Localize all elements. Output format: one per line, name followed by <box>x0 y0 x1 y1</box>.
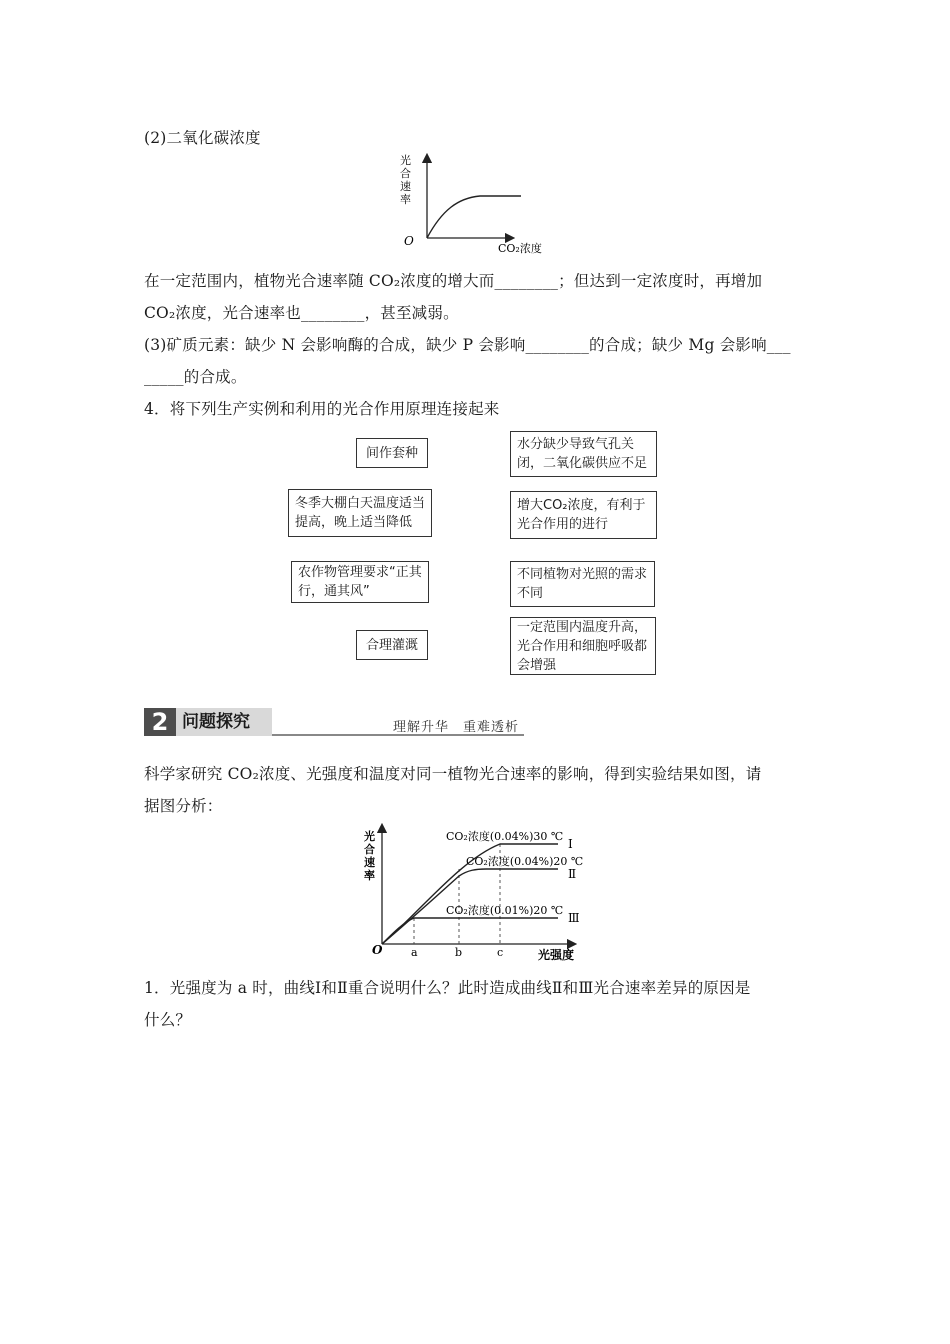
question-1-line1: 1．光强度为 a 时，曲线Ⅰ和Ⅱ重合说明什么？此时造成曲线Ⅱ和Ⅲ光合速率差异的原因是 <box>144 979 751 997</box>
left-box-irrigation: 合理灌溉 <box>356 630 428 660</box>
chart2-ylabel-3: 速 <box>364 856 375 869</box>
section-subtitle: 理解升华 重难透析 <box>393 720 520 735</box>
left-box-crop-spacing: 农作物管理要求“正其行，通其风” <box>291 561 429 603</box>
mineral-line1: (3)矿质元素：缺少 N 会影响酶的合成，缺少 P 会影响________的合成；缺少 Mg 会影响___ <box>144 336 791 354</box>
curve-i-numeral: Ⅰ <box>568 837 573 851</box>
right-box-light-needs: 不同植物对光照的需求不同 <box>510 561 655 607</box>
question-1-line2: 什么？ <box>144 1011 192 1029</box>
intro-line1: 科学家研究 CO₂浓度、光强度和温度对同一植物光合速率的影响，得到实验结果如图，请 <box>144 765 762 783</box>
chart1-ylabel-2: 合 <box>400 167 411 180</box>
right-box-temperature-respiration: 一定范围内温度升高，光合作用和细胞呼吸都会增强 <box>510 617 656 675</box>
intro-line2: 据图分析： <box>144 797 223 815</box>
chart1-xlabel: CO₂浓度 <box>498 242 542 255</box>
chart2-ylabel-2: 合 <box>364 843 375 856</box>
right-box-co2-increase: 增大CO₂浓度，有利于光合作用的进行 <box>510 491 657 539</box>
light-rate-chart <box>360 822 600 967</box>
tick-c: c <box>497 946 504 959</box>
question-4: 4．将下列生产实例和利用的光合作用原理连接起来 <box>144 400 500 418</box>
tick-b: b <box>455 946 463 959</box>
chart1-curve <box>427 196 521 238</box>
chart2-origin: O <box>372 943 383 957</box>
chart2-xlabel: 光强度 <box>538 948 575 962</box>
chart1-ylabel-1: 光 <box>400 154 411 167</box>
left-box-greenhouse-temperature: 冬季大棚白天温度适当提高，晚上适当降低 <box>288 489 432 537</box>
curve-iii-label: CO₂浓度(0.01%)20 ℃ <box>446 904 564 917</box>
co2-rate-chart <box>390 150 560 260</box>
chart1-ylabel-3: 速 <box>400 180 411 193</box>
section-title: 问题探究 <box>176 708 272 736</box>
curve-ii-numeral: Ⅱ <box>568 867 577 881</box>
chart2-ylabel-1: 光 <box>364 830 375 843</box>
tick-a: a <box>411 946 418 959</box>
curve-i-label: CO₂浓度(0.04%)30 ℃ <box>446 830 564 843</box>
curve-ii-label: CO₂浓度(0.04%)20 ℃ <box>466 855 584 868</box>
chart1-origin: O <box>404 234 414 248</box>
chart2-ylabel-4: 率 <box>364 869 375 882</box>
section-number-badge: 2 <box>144 708 176 736</box>
curve-iii-numeral: Ⅲ <box>568 911 580 925</box>
left-box-intercropping: 间作套种 <box>356 438 428 468</box>
chart1-ylabel-4: 率 <box>400 193 411 206</box>
right-box-stomata: 水分缺少导致气孔关闭，二氧化碳供应不足 <box>510 431 657 477</box>
section-heading-co2: (2)二氧化碳浓度 <box>144 129 261 147</box>
mineral-line2: _____的合成。 <box>144 368 247 386</box>
co2-paragraph-line2: CO₂浓度，光合速率也________，甚至减弱。 <box>144 304 459 322</box>
co2-paragraph-line1: 在一定范围内，植物光合速率随 CO₂浓度的增大而________；但达到一定浓度时，再增加 <box>144 272 763 290</box>
